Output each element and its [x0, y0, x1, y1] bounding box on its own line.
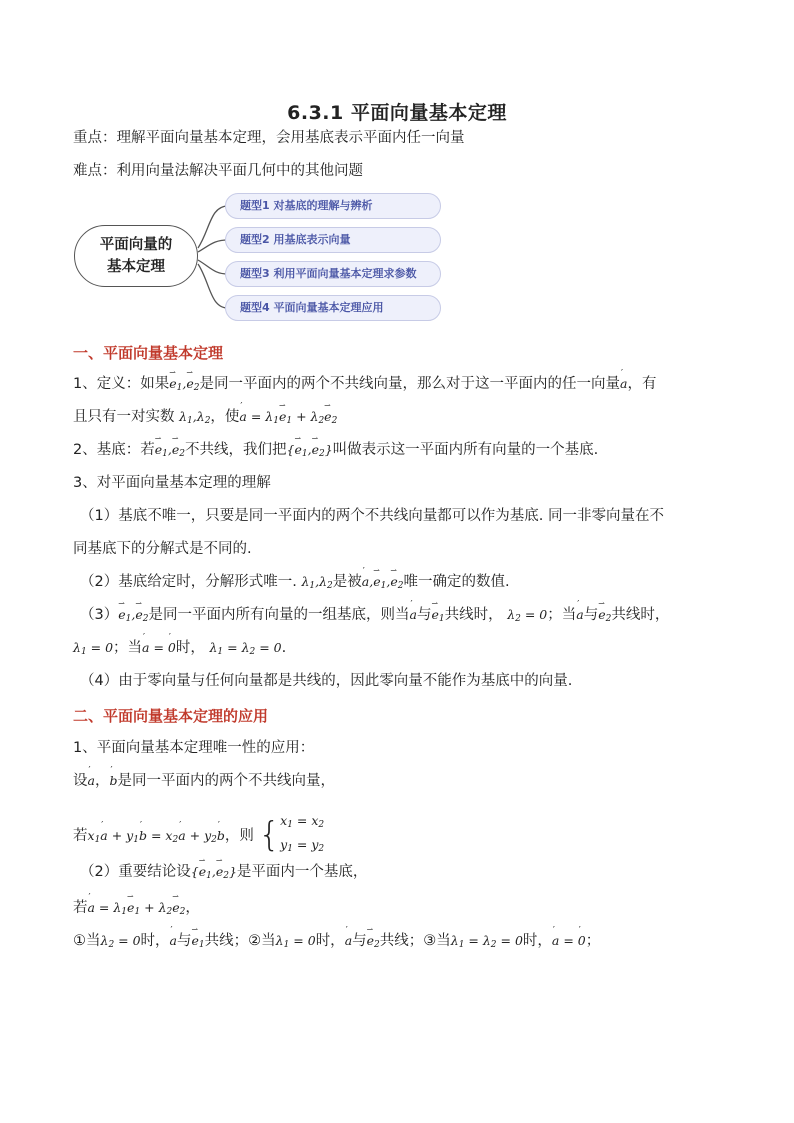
application-line4: 若′ $a = \lambda_1⇀$ $e_1$ + $\lambda_2⇀$ $e_2$，: [73, 898, 200, 922]
section1-heading: 一、平面向量基本定理: [73, 344, 224, 362]
application-heading: 1、平面向量基本定理唯一性的应用：: [73, 740, 315, 756]
understanding-3b: $\lambda_1 = 0$；当′ a = ′ 0时， $\lambda_1 = \lambda_2 = 0$.: [73, 638, 286, 662]
mindmap-topic-1: 题型1 对基底的理解与辨析: [225, 193, 441, 219]
understanding-4: （4）由于零向量与任何向量都是共线的，因此零向量不能作为基底中的向量.: [80, 673, 573, 689]
understanding-3a: （3）⇀ $e_1,⇀$ $e_2$是同一平面内所有向量的一组基底，则当′ a与⇀ $e_1$共线时， $\lambda_2 = 0$；当′ a与⇀ $e_2$共线时，: [80, 605, 669, 629]
application-line3: （2）重要结论设{⇀ $e_1,⇀$ $e_2$}是平面内一个基底，: [80, 862, 367, 886]
difficulty: 难点：利用向量法解决平面几何中的其他问题: [73, 163, 363, 179]
application-line1: 设′ a，′ b是同一平面内的两个不共线向量，: [73, 771, 335, 791]
definition-line1: 1、定义：如果⇀ $e_1,⇀$ $e_2$是同一平面内的两个不共线向量，那么对于这一平面内的任一向量′ a，有: [73, 374, 656, 398]
page-title: 6.3.1 平面向量基本定理: [287, 102, 507, 124]
definition-line2: 且只有一对实数 $\lambda_1,\lambda_2$，使′ $a = \lambda_1⇀$ $e_1$ + $\lambda_2⇀$ $e_2$: [73, 407, 337, 431]
understanding-1a: （1）基底不唯一，只要是同一平面内的两个不共线向量都可以作为基底. 同一非零向量在不: [80, 508, 664, 524]
mindmap: [70, 190, 450, 324]
mindmap-center-line1: 平面向量的: [99, 236, 173, 253]
understanding-1b: 同基底下的分解式是不同的.: [73, 541, 252, 557]
understanding-heading: 3、对平面向量基本定理的理解: [73, 475, 271, 491]
application-line2: 若$x_1'$ $a + y_1'$ $b = x_2'$ $a + y_2'$ b，则 {$x_1 = x_2$ $y_1 = y_2$: [73, 812, 324, 860]
understanding-2: （2）基底给定时，分解形式唯一. $\lambda_1,\lambda_2$是被′ a,⇀ $e_1,⇀$ $e_2$唯一确定的数值.: [80, 572, 510, 596]
mindmap-center: [74, 225, 198, 287]
key-point: 重点：理解平面向量基本定理，会用基底表示平面内任一向量: [73, 130, 465, 146]
basis-line: 2、基底：若⇀ $e_1,⇀$ $e_2$不共线，我们把{⇀ $e_1,⇀$ $e_2$}叫做表示这一平面内所有向量的一个基底.: [73, 440, 598, 464]
section2-heading: 二、平面向量基本定理的应用: [73, 707, 269, 725]
application-line5: ①当$\lambda_2 = 0$时，′ a与⇀ $e_1$共线；②当$\lambda_1 = 0$时，′ a与⇀ $e_2$共线；③当$\lambda_1 = \lambda_2 = 0$时，′ a = ′ 0；: [73, 931, 600, 955]
mindmap-topic-3: 题型3 利用平面向量基本定理求参数: [225, 261, 441, 287]
mindmap-topic-2: 题型2 用基底表示向量: [225, 227, 441, 253]
mindmap-topic-4: 题型4 平面向量基本定理应用: [225, 295, 441, 321]
mindmap-center-line2: 基本定理: [107, 258, 165, 275]
